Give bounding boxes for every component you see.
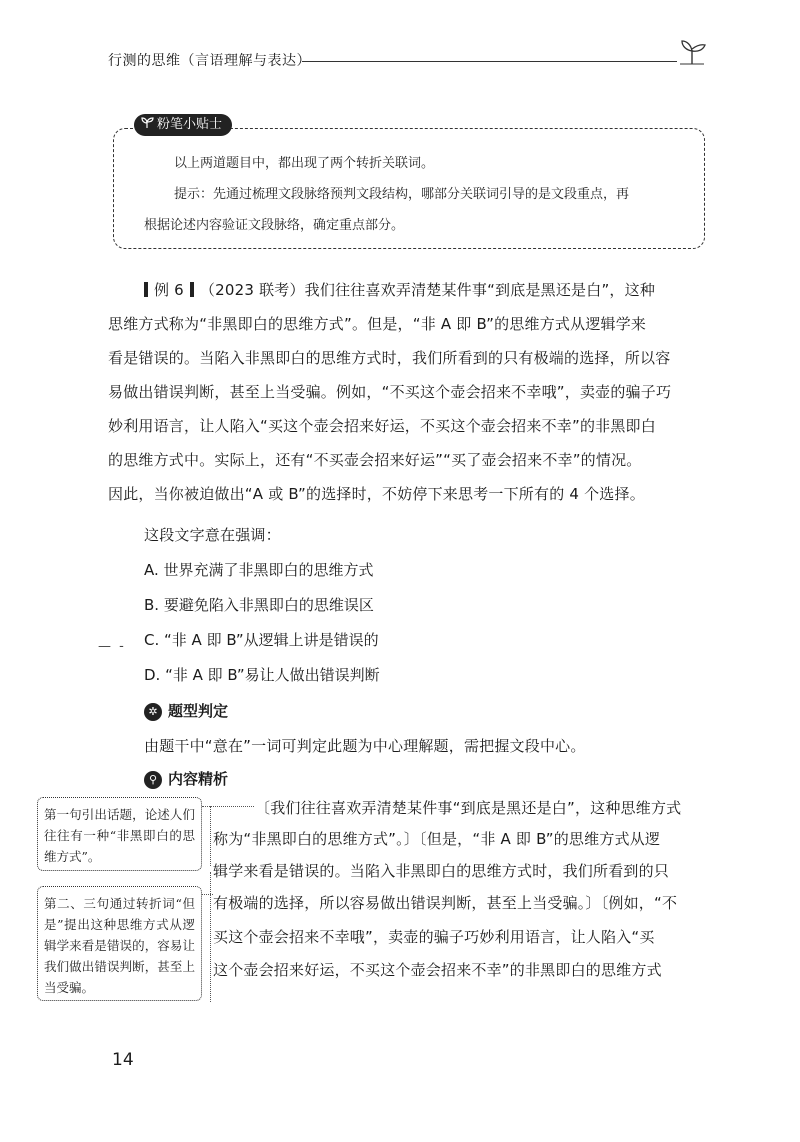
running-header-title: 行测的思维（言语理解与表达） [108, 53, 311, 69]
example-line-4: 易做出错误判断，甚至上当受骗。例如，“不买这个壶会招来不幸哦”，卖壶的骗子巧 [108, 383, 672, 401]
gear-icon: ✲ [144, 703, 162, 721]
example-line-1: 我们往往喜欢弄清楚某件事“到底是黑还是白”，这种 [304, 281, 656, 299]
example-line-2: 思维方式称为“非黑即白的思维方式”。但是，“非 A 即 B”的思维方式从逻辑学来 [108, 315, 647, 333]
page-number: 14 [112, 1050, 134, 1070]
example-line-7: 因此，当你被迫做出“A 或 B”的选择时，不妨停下来思考一下所有的 4 个选择。 [108, 485, 645, 503]
side-note-1: 第一句引出话题，论述人们往往有一种“非黑即白的思维方式”。 [37, 797, 202, 871]
example-line-3: 看是错误的。当陷入非黑即白的思维方式时，我们所看到的只有极端的选择，所以容 [108, 349, 671, 367]
example-line-6: 的思维方式中。实际上，还有“不买壶会招来好运”“买了壶会招来不幸”的情况。 [108, 451, 642, 469]
note-connector-1v [210, 806, 211, 866]
type-judgement-heading [144, 700, 228, 721]
option-b: B. 要避免陷入非黑即白的思维误区 [144, 596, 374, 614]
analysis-line-6: 这个壶会招来好运，不买这个壶会招来不幸”的非黑即白的思维方式 [213, 961, 662, 979]
analysis-line-5: 买这个壶会招来不幸哦”，卖壶的骗子巧妙利用语言，让人陷入“买 [213, 928, 655, 946]
example-line-5: 妙利用语言，让人陷入“买这个壶会招来好运，不买这个壶会招来不幸”的非黑即白 [108, 417, 656, 435]
tip-tag-label: 粉笔小贴士 [157, 117, 223, 132]
content-analysis-title: 内容精析 [168, 770, 229, 788]
example-label: 例 6 [154, 281, 184, 299]
example-first-line [138, 279, 655, 300]
option-d: D. “非 A 即 B”易让人做出错误判断 [144, 666, 380, 684]
note-connector-2v [210, 872, 211, 1002]
tip-line-2: 提示：先通过梳理文段脉络预判文段结构，哪部分关联词引导的是文段重点，再 [174, 187, 630, 202]
side-note-2: 第二、三句通过转折词“但是”提出这种思维方式从逻辑学来看是错误的，容易让我们做出错误判断，甚至上当受骗。 [37, 886, 202, 1001]
question-stem: 这段文字意在强调： [144, 526, 281, 544]
example-source: （2023 联考） [199, 281, 305, 299]
magnifier-icon: ⚲ [144, 771, 162, 789]
tip-line-3: 根据论述内容验证文段脉络，确定重点部分。 [144, 218, 405, 233]
note-connector-2 [202, 894, 213, 895]
option-c: C. “非 A 即 B”从逻辑上讲是错误的 [144, 631, 379, 649]
analysis-line-4: 有极端的选择，所以容易做出错误判断，甚至上当受骗。〕〔例如，“不 [213, 894, 678, 912]
sprout-icon [676, 38, 708, 66]
analysis-line-3: 辑学来看是错误的。当陷入非黑即白的思维方式时，我们所看到的只 [213, 862, 670, 880]
tip-tag [134, 114, 232, 136]
handwritten-mark: — ‐ [98, 639, 126, 654]
analysis-line-2: 称为“非黑即白的思维方式”。〕〔但是，“非 A 即 B”的思维方式从逻 [213, 830, 661, 848]
content-analysis-heading [144, 768, 228, 789]
example-mark-left [144, 282, 148, 297]
tip-line-1: 以上两道题目中，都出现了两个转折关联词。 [174, 156, 435, 171]
example-mark-right [190, 282, 194, 297]
type-judgement-text: 由题干中“意在”一词可判定此题为中心理解题，需把握文段中心。 [144, 737, 586, 755]
analysis-line-1: 〔我们往往喜欢弄清楚某件事“到底是黑还是白”，这种思维方式 [255, 799, 682, 817]
type-judgement-title: 题型判定 [168, 702, 229, 720]
leaf-icon [140, 117, 154, 129]
option-a: A. 世界充满了非黑即白的思维方式 [144, 561, 374, 579]
header-rule [302, 61, 677, 62]
